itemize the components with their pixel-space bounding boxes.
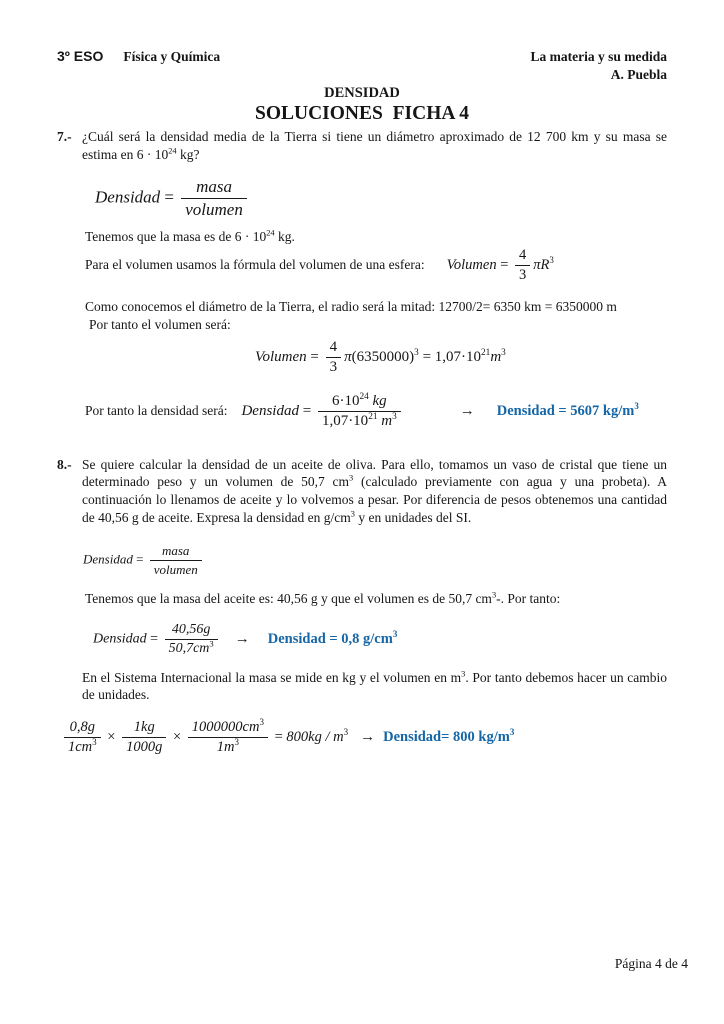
density-result-row-q7 xyxy=(85,393,667,430)
oil-mass-statement: Tenemos que la masa del aceite es: 40,56 g y que el volumen es de 50,7 $cm^3-$. Por tanto: xyxy=(85,590,561,606)
density-result-kgm3: Densidad= 800 $kg/m^3$ xyxy=(383,727,515,746)
question-7-text: ¿Cuál será la densidad media de la Tierra si tiene un diámetro aproximado de 12 700 km y su masa se estima en $6 \cdot 10^{24}$ kg? xyxy=(82,129,667,163)
density-result-row-gcm3 xyxy=(93,622,667,657)
density-result-q7: Densidad = 5607 $kg/m^3$ xyxy=(496,400,639,419)
course-label: 3º ESO xyxy=(57,48,104,64)
unit-conversion-row xyxy=(61,719,667,756)
volume-intro: Por tanto el volumen será: xyxy=(89,316,231,332)
formula-sphere-volume: Volumen = $\frac{4}{3}$ $\pi R^3$ xyxy=(446,246,554,283)
document-title: DENSIDAD xyxy=(324,85,400,102)
formula-density-calc: Densidad = $\frac{6\cdot 10^{24} kg}{1,07\cdot 10^{21} m^3}$ xyxy=(241,393,403,430)
formula-unit-conversion: $\frac{0,8g}{1cm^3}$ × $\frac{1kg}{1000g}$ × $\frac{1000000cm^3}{1m^3}$ = $800kg / m^3$ xyxy=(61,719,348,756)
arrow-icon: → xyxy=(459,402,475,419)
unit-label: La materia y su medida xyxy=(530,49,667,64)
formula-oil-density: Densidad = $\frac{40,56g}{50,7cm^3}$ xyxy=(93,622,221,657)
page-number: Página 4 de 4 xyxy=(614,956,688,971)
page-header xyxy=(57,48,667,84)
header-right xyxy=(531,48,668,84)
density-result-gcm3: Densidad = 0,8 $g/cm^3$ xyxy=(267,628,398,647)
arrow-icon: → xyxy=(360,729,376,746)
subject-label: Física y Química xyxy=(123,49,221,64)
radius-statement: Como conocemos el diámetro de la Tierra, el radio será la mitad: 12700/2= 6350 km = 6350000 m xyxy=(85,298,617,314)
si-statement: En el Sistema Internacional la masa se mide en kg y el volumen en $m^3$. Por tanto debemos hacer un cambio de unidades. xyxy=(82,669,667,703)
formula-density-definition-q8: Densidad = $\frac{\text{masa}}{\text{volumen}}$ xyxy=(83,543,667,578)
author-label: A. Puebla xyxy=(610,67,667,83)
question-8 xyxy=(57,456,667,527)
mass-statement: Tenemos que la masa es de $6 \cdot 10^{24}$ kg. xyxy=(85,228,295,245)
formula-density-definition: Densidad = $\frac{\text{masa}}{\text{volumen}}$ xyxy=(95,177,667,220)
formula-volume-calc: Volumen = $\frac{4}{3}$ $\pi(6350000)^3 = 1,07\cdot 10^{21}m^3$ xyxy=(255,338,506,375)
question-7-number: 7.- xyxy=(57,129,72,145)
question-8-text: Se quiere calcular la densidad de un aceite de oliva. Para ello, tomamos un vaso de cristal que tiene un determinado peso y un volumen de 50,7 $cm^3$ (calculado previamente con agua y una probeta). A continuación lo llenamos de aceite y lo volvemos a pesar. Por diferencia de pesos obtenemos una cantidad de 40,56 g de aceite. Expresa la densidad en $g/cm^3$ y en unidades del SI. xyxy=(82,456,667,525)
document-subtitle: SOLUCIONES FICHA 4 xyxy=(254,103,469,125)
sphere-volume-row xyxy=(85,247,667,284)
question-8-number: 8.- xyxy=(57,456,72,472)
sphere-volume-text: Para el volumen usamos la fórmula del volumen de una esfera: xyxy=(85,257,425,273)
header-left xyxy=(57,48,220,66)
arrow-icon: → xyxy=(234,630,250,647)
density-intro: Por tanto la densidad será: xyxy=(85,403,228,419)
question-7 xyxy=(57,128,667,164)
